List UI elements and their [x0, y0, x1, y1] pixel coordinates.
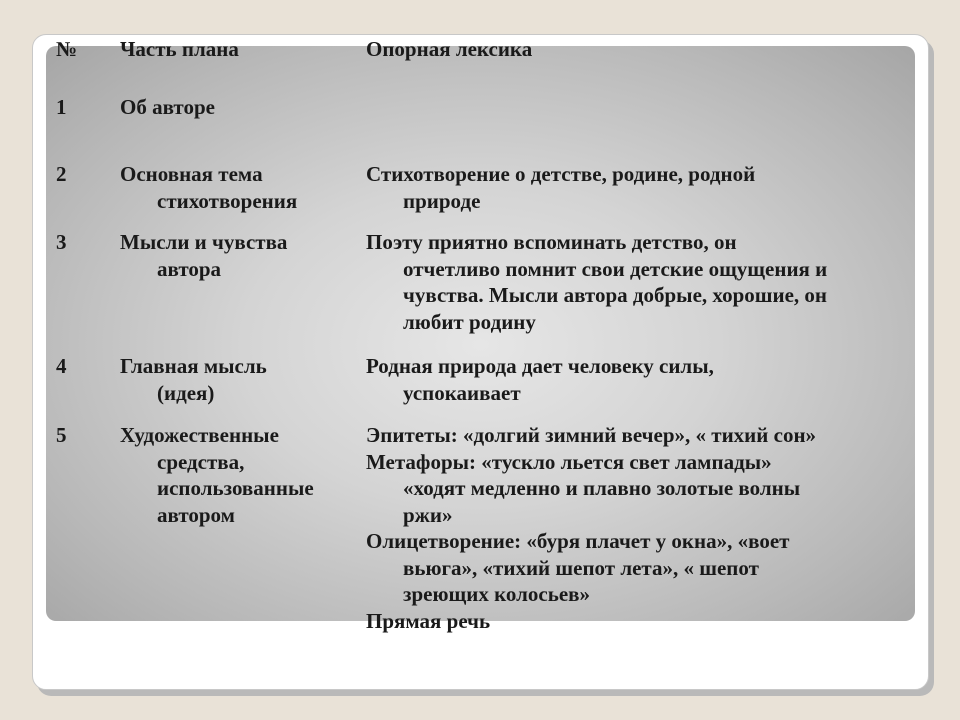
row-5-lexicon-line: зреющих колосьев» — [403, 582, 590, 606]
row-4-lexicon — [366, 353, 911, 406]
row-5-part — [120, 422, 352, 528]
row-4-num: 4 — [56, 354, 67, 378]
row-5-lexicon-line: Прямая речь — [366, 608, 491, 633]
row-3-lexicon-line: чувства. Мысли автора добрые, хорошие, он — [403, 283, 828, 307]
row-4-lexicon-line: Родная природа дает человеку силы, — [366, 354, 714, 378]
row-4-part-line: Главная мысль — [120, 354, 267, 378]
row-3-part — [120, 229, 352, 282]
row-3-part-line: автора — [157, 256, 222, 281]
row-5-part-line: автором — [157, 502, 235, 527]
row-4-part-line: (идея) — [157, 380, 215, 405]
header-num: № — [56, 37, 78, 61]
row-2-num: 2 — [56, 162, 67, 186]
row-5-lexicon-line: «ходят медленно и плавно золотые волны — [403, 476, 801, 500]
row-2-part-line: Основная тема — [120, 162, 263, 186]
row-2-lexicon — [366, 161, 911, 214]
row-5-lexicon-line: ржи» — [403, 502, 453, 527]
row-5-lexicon-line: Олицетворение: «буря плачет у окна», «воет — [366, 529, 790, 553]
row-5-lexicon — [366, 422, 911, 634]
row-4-lexicon-line: успокаивает — [403, 380, 521, 405]
row-5-part-line: Художественные — [120, 423, 279, 447]
row-1-num: 1 — [56, 95, 67, 119]
row-2-lexicon-line: природе — [403, 188, 481, 213]
row-2-part-line: стихотворения — [157, 188, 298, 213]
row-5-lexicon-line: Эпитеты: «долгий зимний вечер», « тихий сон» — [366, 423, 817, 447]
row-3-lexicon-line: отчетливо помнит свои детские ощущения и — [403, 256, 828, 281]
row-3-lexicon-line: любит родину — [403, 309, 536, 334]
header-lexicon: Опорная лексика — [366, 37, 533, 61]
row-5-num: 5 — [56, 423, 67, 447]
row-5-lexicon-line: вьюга», «тихий шепот лета», « шепот — [403, 555, 759, 580]
row-2-lexicon-line: Стихотворение о детстве, родине, родной — [366, 162, 756, 186]
row-1-part — [120, 94, 352, 121]
header-part: Часть плана — [120, 37, 239, 61]
row-1-part-line: Об авторе — [120, 95, 215, 119]
row-2-part — [120, 161, 352, 214]
row-4-part — [120, 353, 352, 406]
row-5-part-line: использованные — [157, 476, 314, 500]
row-3-num: 3 — [56, 230, 67, 254]
row-3-lexicon-line: Поэту приятно вспоминать детство, он — [366, 230, 737, 254]
row-5-lexicon-line: Метафоры: «тускло льется свет лампады» — [366, 449, 772, 474]
row-3-lexicon — [366, 229, 911, 335]
row-3-part-line: Мысли и чувства — [120, 230, 288, 254]
row-5-part-line: средства, — [157, 449, 245, 474]
